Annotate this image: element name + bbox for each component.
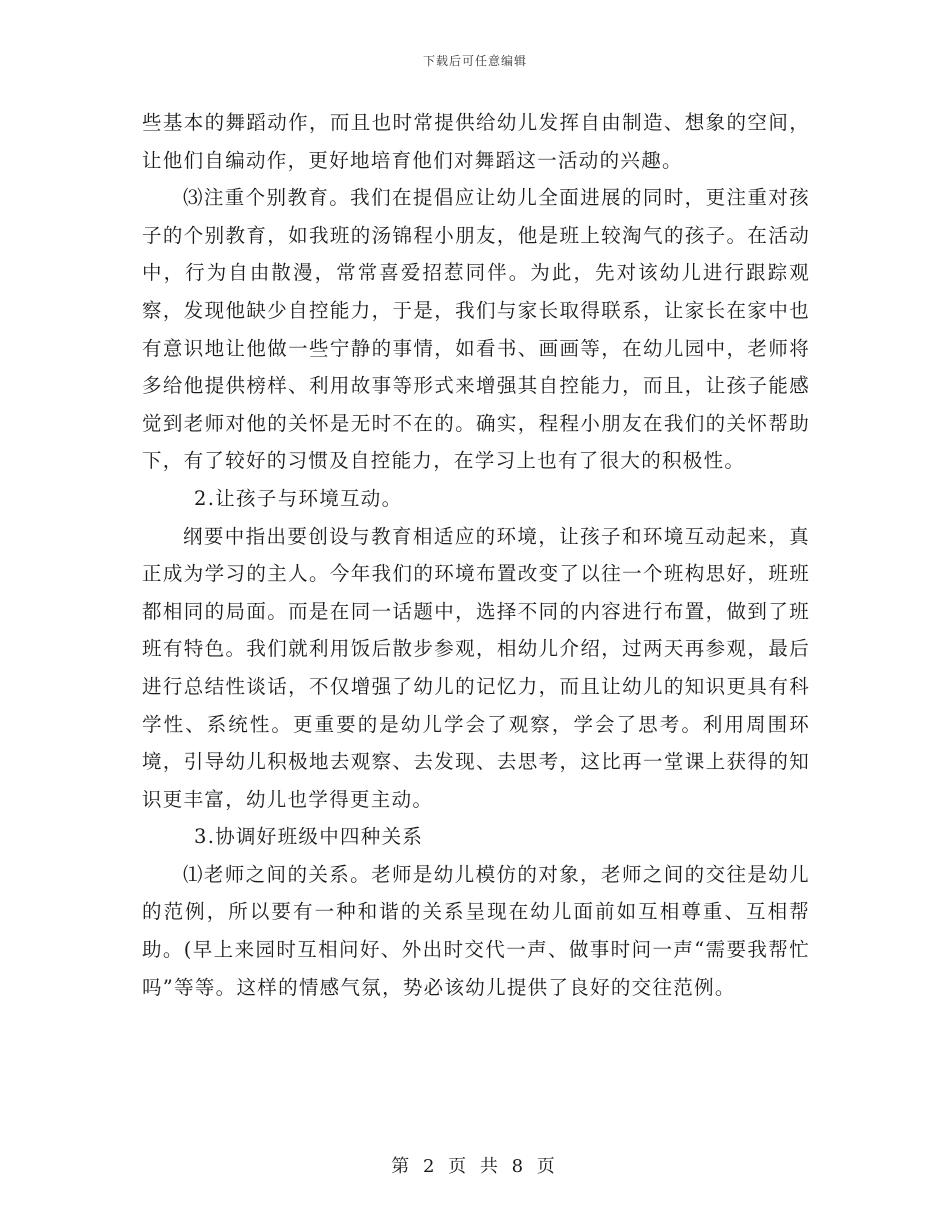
page-header: 下载后可任意编辑	[422, 54, 527, 68]
section-heading-relationships: 3.协调好班级中四种关系	[194, 825, 424, 849]
page-number: 第 2 页 共 8 页	[391, 1156, 559, 1177]
paragraph-individual-education: ⑶注重个别教育。我们在提倡应让幼儿全面进展的同时，更注重对孩子的个别教育，如我班的汤锦程小朋友，他是班上较淘气的孩子。在活动中，行为自由散漫，常常喜爱招惹同伴。为此，先对该幼儿进行跟踪观察，发现他缺少自控能力，于是，我们与家长取得联系，让家长在家中也有意识地让他做一些宁静的事情，如看书、画画等，在幼儿园中，老师将多给他提供榜样、利用故事等形式来增强其自控能力，而且，让孩子能感觉到老师对他的关怀是无时不在的。确实，程程小朋友在我们的关怀帮助下，有了较好的习惯及自控能力，在学习上也有了很大的积极性。	[142, 186, 810, 473]
paragraph-dance-continuation: 些基本的舞蹈动作，而且也时常提供给幼儿发挥自由制造、想象的空间，让他们自编动作，更好地培育他们对舞蹈这一活动的兴趣。	[142, 111, 810, 172]
document-body	[142, 104, 810, 1006]
paragraph-teacher-relationship: ⑴老师之间的关系。老师是幼儿模仿的对象，老师之间的交往是幼儿的范例，所以要有一种和谐的关系呈现在幼儿面前如互相尊重、互相帮助。(早上来园时互相问好、外出时交代一声、做事时问一声“需要我帮忙吗”等等。这样的情感气氛，势必该幼儿提供了良好的交往范例。	[142, 862, 810, 999]
paragraph-environment: 纲要中指出要创设与教育相适应的环境，让孩子和环境互动起来，真正成为学习的主人。今年我们的环境布置改变了以往一个班构思好，班班都相同的局面。而是在同一话题中，选择不同的内容进行布置，做到了班班有特色。我们就利用饭后散步参观，相幼儿介绍，过两天再参观，最后进行总结性谈话，不仅增强了幼儿的记忆力，而且让幼儿的知识更具有科学性、系统性。更重要的是幼儿学会了观察，学会了思考。利用周围环境，引导幼儿积极地去观察、去发现、去思考，这比再一堂课上获得的知识更丰富，幼儿也学得更主动。	[142, 524, 810, 811]
section-heading-environment: 2.让孩子与环境互动。	[194, 486, 403, 510]
